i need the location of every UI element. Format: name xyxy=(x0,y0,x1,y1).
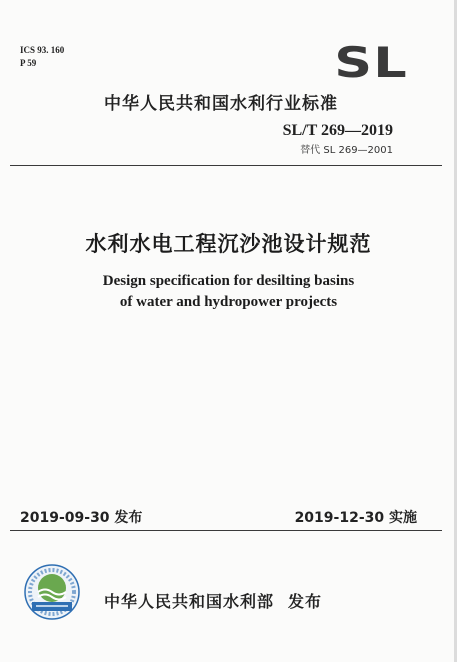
standard-code: SL/T 269—2019 xyxy=(282,122,393,139)
publisher-line xyxy=(104,589,322,612)
title-english-line2: of water and hydropower projects xyxy=(119,294,338,310)
issue-date: 2019-09-30 发布 xyxy=(20,510,143,526)
ministry-emblem-icon xyxy=(20,562,84,622)
title-english xyxy=(0,271,457,313)
title-chinese: 水利水电工程沉沙池设计规范 xyxy=(85,232,372,256)
bottom-divider xyxy=(10,530,442,531)
ics-block xyxy=(20,44,64,70)
title-english-line1: Design specification for desilting basins xyxy=(102,273,355,289)
top-divider xyxy=(10,165,442,166)
publish-word: 发布 xyxy=(288,592,323,611)
ics-code: ICS 93. 160 xyxy=(20,45,65,55)
replaces-standard: 替代 SL 269—2001 xyxy=(300,145,393,156)
publisher-name: 中华人民共和国水利部 xyxy=(104,592,275,611)
implementation-date: 2019-12-30 实施 xyxy=(294,510,417,526)
sl-logo: SL xyxy=(334,38,408,87)
ministry-standard-heading: 中华人民共和国水利行业标准 xyxy=(104,94,338,114)
category-code: P 59 xyxy=(20,58,37,68)
